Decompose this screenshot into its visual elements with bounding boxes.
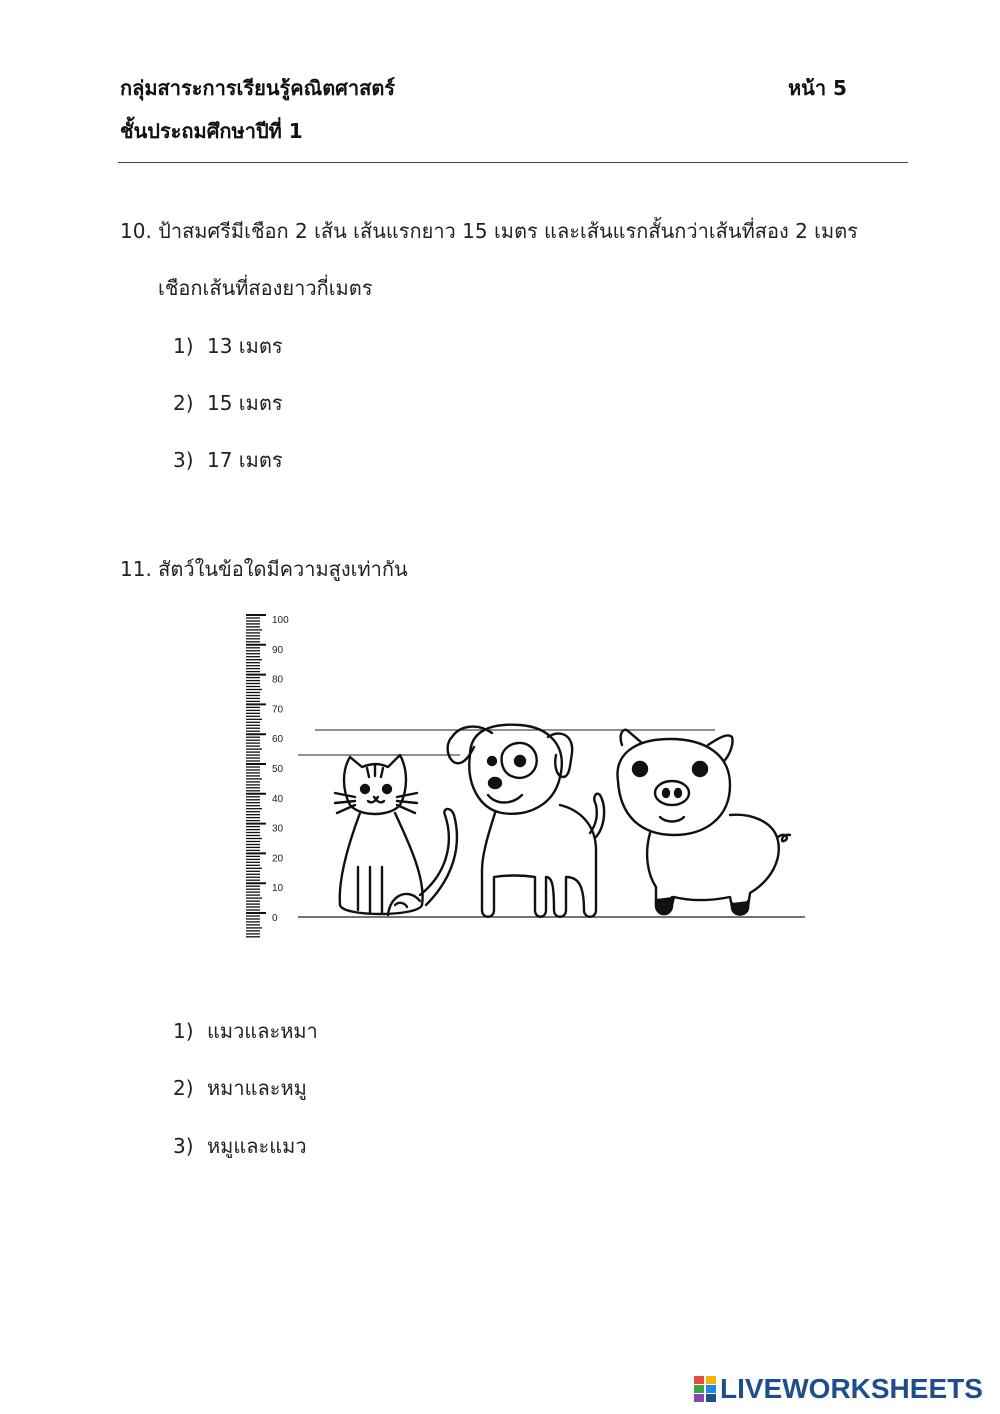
q10-option-1[interactable] [173,330,283,362]
ruler-labels [272,615,289,924]
ruler-label: 50 [272,764,284,775]
option-number: 3) [173,448,194,472]
cat-drawing [335,755,457,915]
ruler-label: 10 [272,883,284,895]
q11-option-1[interactable] [173,1015,318,1047]
dog-drawing [448,725,604,917]
option-number: 3) [173,1134,194,1158]
ruler-label: 0 [272,913,278,924]
brand-text: LIVEWORKSHEETS [720,1373,983,1404]
option-number: 1) [173,1019,194,1043]
option-number: 2) [173,1076,194,1100]
header-divider [118,162,908,163]
ruler-label: 40 [272,793,284,805]
q10-question: 10. ป้าสมศรีมีเชือก 2 เส้น เส้นแรกยาว 15 เมตร และเส้นแรกสั้นกว่าเส้นที่สอง 2 เมตร [120,219,858,243]
grade-title: ชั้นประถมศึกษาปีที่ 1 [120,119,303,143]
ruler-label: 30 [272,823,284,835]
ruler-label: 90 [272,644,284,656]
page-number: หน้า 5 [788,76,847,100]
ruler-label: 70 [272,704,284,716]
liveworksheets-logo-icon [694,1376,716,1402]
option-text: หมูและแมว [207,1134,307,1158]
option-text: หมาและหมู [207,1076,307,1100]
option-text: แมวและหมา [207,1019,318,1043]
q10-option-2[interactable] [173,387,283,419]
q10-option-3[interactable] [173,444,283,476]
ruler-label: 100 [272,615,289,626]
ruler [246,615,266,937]
option-number: 1) [173,334,194,358]
ruler-label: 20 [272,853,284,865]
q11-question: 11. สัตว์ในข้อใดมีความสูงเท่ากัน [120,557,408,581]
option-text: 13 เมตร [207,334,283,358]
height-chart-figure [230,605,820,960]
liveworksheets-logo [694,1372,983,1406]
q11-option-2[interactable] [173,1072,307,1104]
option-text: 17 เมตร [207,448,283,472]
q11-option-3[interactable] [173,1130,307,1162]
option-number: 2) [173,391,194,415]
ruler-label: 60 [272,734,284,746]
subject-title: กลุ่มสาระการเรียนรู้คณิตศาสตร์ [120,76,396,100]
option-text: 15 เมตร [207,391,283,415]
height-chart-svg [230,605,820,960]
pig-drawing [617,730,790,915]
ruler-label: 80 [272,674,284,686]
q10-question-cont: เชือกเส้นที่สองยาวกี่เมตร [158,276,373,300]
